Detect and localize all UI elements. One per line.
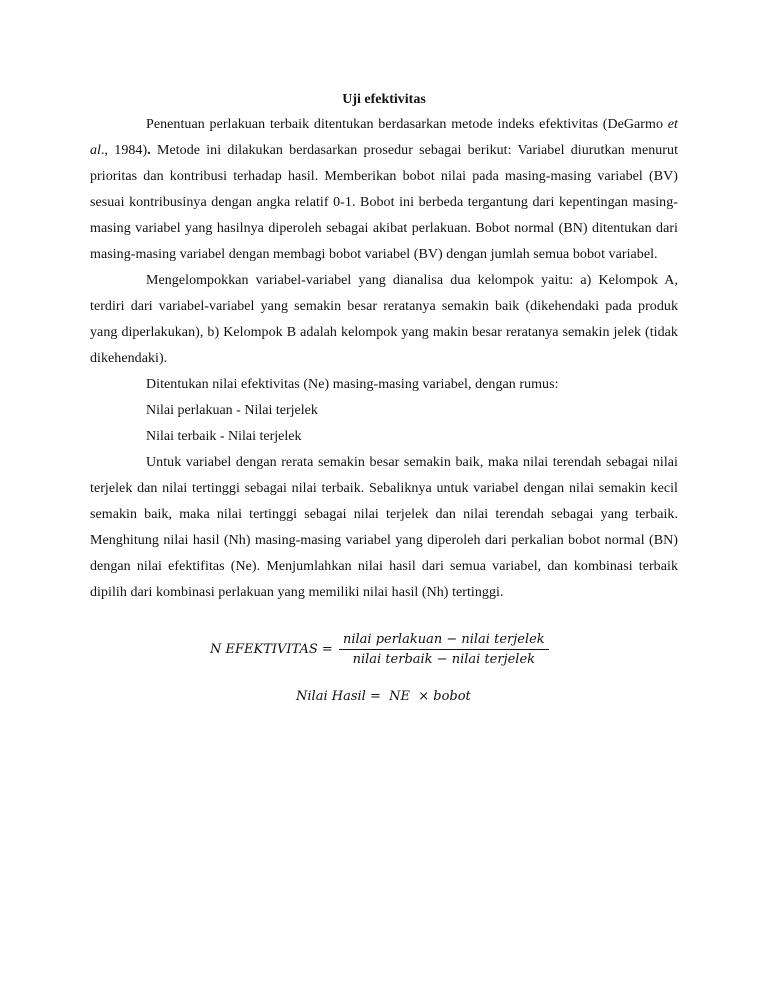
citation-et-al: et al xyxy=(90,117,678,158)
paragraph-grouping: Mengelompokkan variabel-variabel yang dianalisa dua kelompok yaitu: a) Kelompok A, terdiri dari variabel-variabel yang semakin besar reratanya semakin baik (dikehendaki pada produk yang diperlakukan), b) Kelompok B adalah kelompok yang makin besar reratanya semakin jelek (tidak dikehendaki). xyxy=(90,273,678,366)
citation-year: ., 1984) xyxy=(101,143,148,158)
formula-effectiveness xyxy=(210,632,549,667)
paragraph-1-text-start: Penentuan perlakuan terbaik ditentukan berdasarkan metode indeks efektivitas (DeGarmo xyxy=(146,117,668,132)
formula-text-denominator: Nilai terbaik - Nilai terjelek xyxy=(146,429,302,444)
paragraph-ne-formula-intro: Ditentukan nilai efektivitas (Ne) masing-masing variabel, dengan rumus: xyxy=(146,377,559,392)
paragraph-result-calculation: Untuk variabel dengan rerata semakin besar semakin baik, maka nilai terendah sebagai nilai terjelek dan nilai tertinggi sebagai nilai terbaik. Sebaliknya untuk variabel dengan nilai semakin kecil semakin baik, maka nilai tertinggi sebagai nilai terjelek dan nilai terendah sebagai yang terbaik. Menghitung nilai hasil (Nh) masing-masing variabel yang diperoleh dari perkalian bobot normal (BN) dengan nilai efektifitas (Ne). Menjumlahkan nilai hasil dari semua variabel, dan kombinasi terbaik dipilih dari kombinasi perlakuan yang memiliki nilai hasil (Nh) tertinggi. xyxy=(90,455,678,600)
formula-effectiveness-fraction xyxy=(339,632,549,667)
section-title: Uji efektivitas xyxy=(342,92,426,107)
formula-effectiveness-lhs: N EFEKTIVITAS = xyxy=(210,642,333,657)
document-page xyxy=(90,88,678,606)
formula-text-numerator: Nilai perlakuan - Nilai terjelek xyxy=(146,403,318,418)
paragraph-1-text-rest: Metode ini dilakukan berdasarkan prosedur sebagai berikut: Variabel diurutkan menurut prioritas dan kontribusi terhadap hasil. Memberikan bobot nilai pada masing-masing variabel (BV) sesuai kontribusinya dengan angka relatif 0-1. Bobot ini berbeda tergantung dari kepentingan masing-masing variabel yang hasilnya diperoleh sebagai akibat perlakuan. Bobot normal (BN) ditentukan dari masing-masing variabel dengan membagi bobot variabel (BV) dengan jumlah semua bobot variabel. xyxy=(90,143,679,262)
formula-effectiveness-numerator: nilai perlakuan − nilai terjelek xyxy=(339,632,549,650)
citation-bold-dot: . xyxy=(147,143,151,158)
formula-result-value: Nilai Hasil = NE × bobot xyxy=(296,689,471,704)
formula-effectiveness-denominator: nilai terbaik − nilai terjelek xyxy=(352,652,536,667)
paragraph-method-intro xyxy=(90,112,678,268)
